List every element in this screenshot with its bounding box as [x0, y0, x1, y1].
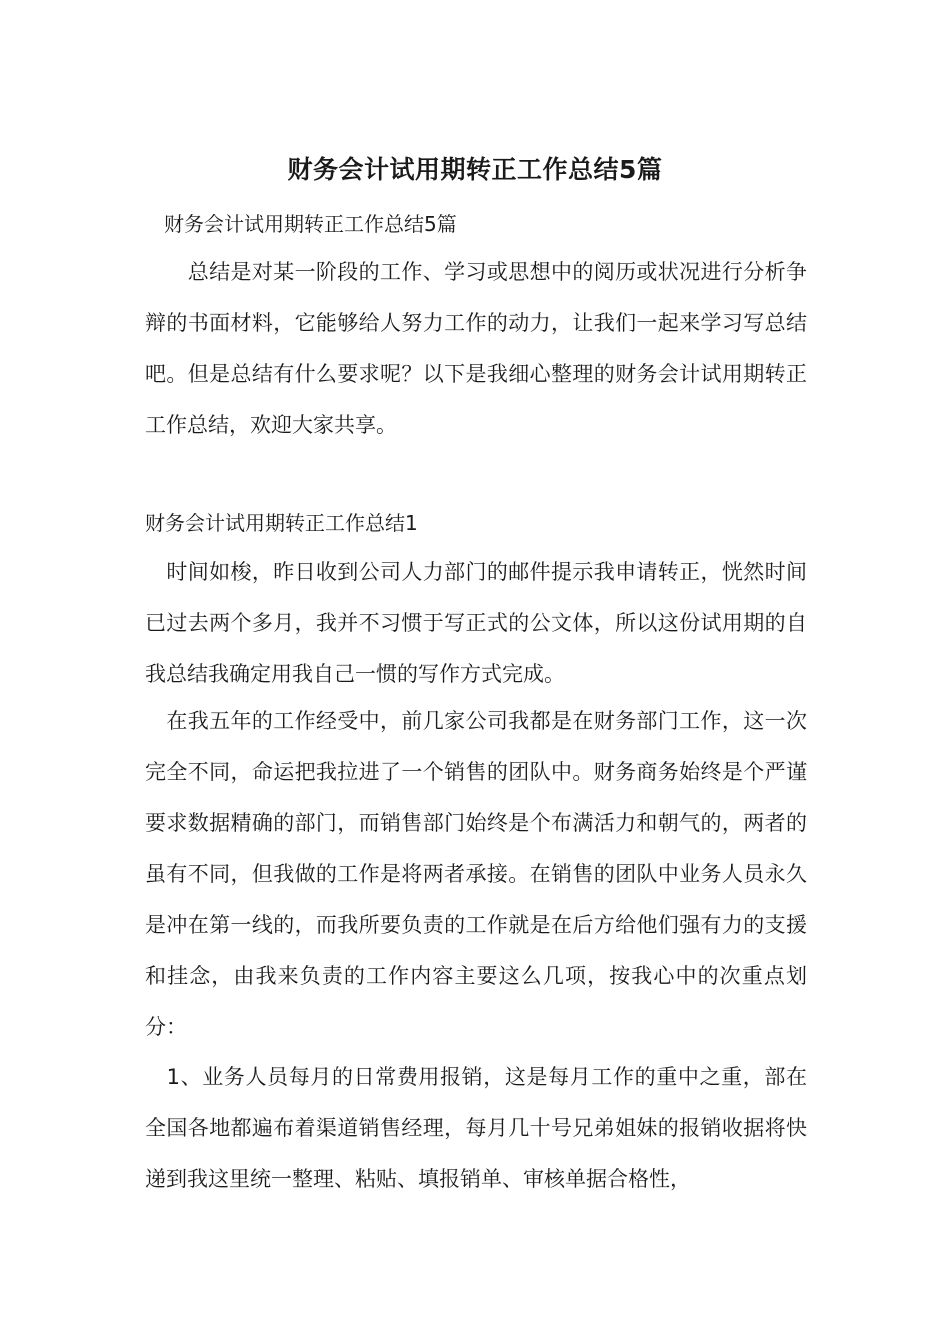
intro-paragraph: 总结是对某一阶段的工作、学习或思想中的阅历或状况进行分析争辩的书面材料，它能够给人努力工作的动力，让我们一起来学习写总结吧。但是总结有什么要求呢？以下是我细心整理的财务会计试用期转正工作总结，欢迎大家共享。: [145, 260, 807, 437]
document-title: 财务会计试用期转正工作总结5篇: [287, 155, 663, 184]
section-heading: 财务会计试用期转正工作总结1: [145, 511, 418, 535]
body-paragraph: 1、业务人员每月的日常费用报销，这是每月工作的重中之重，部在全国各地都遍布着渠道销售经理，每月几十号兄弟姐妹的报销收据将快递到我这里统一整理、粘贴、填报销单、审核单据合格性，: [145, 1065, 807, 1191]
body-paragraph: 时间如梭，昨日收到公司人力部门的邮件提示我申请转正，恍然时间已过去两个多月，我并不习惯于写正式的公文体，所以这份试用期的自我总结我确定用我自己一惯的写作方式完成。: [145, 560, 807, 686]
document-subtitle: 财务会计试用期转正工作总结5篇: [164, 212, 457, 236]
body-paragraph: 在我五年的工作经受中，前几家公司我都是在财务部门工作，这一次完全不同，命运把我拉进了一个销售的团队中。财务商务始终是个严谨要求数据精确的部门，而销售部门始终是个布满活力和朝气的，两者的虽有不同，但我做的工作是将两者承接。在销售的团队中业务人员永久是冲在第一线的，而我所要负责的工作就是在后方给他们强有力的支援和挂念，由我来负责的工作内容主要这么几项，按我心中的次重点划分：: [145, 709, 807, 1039]
